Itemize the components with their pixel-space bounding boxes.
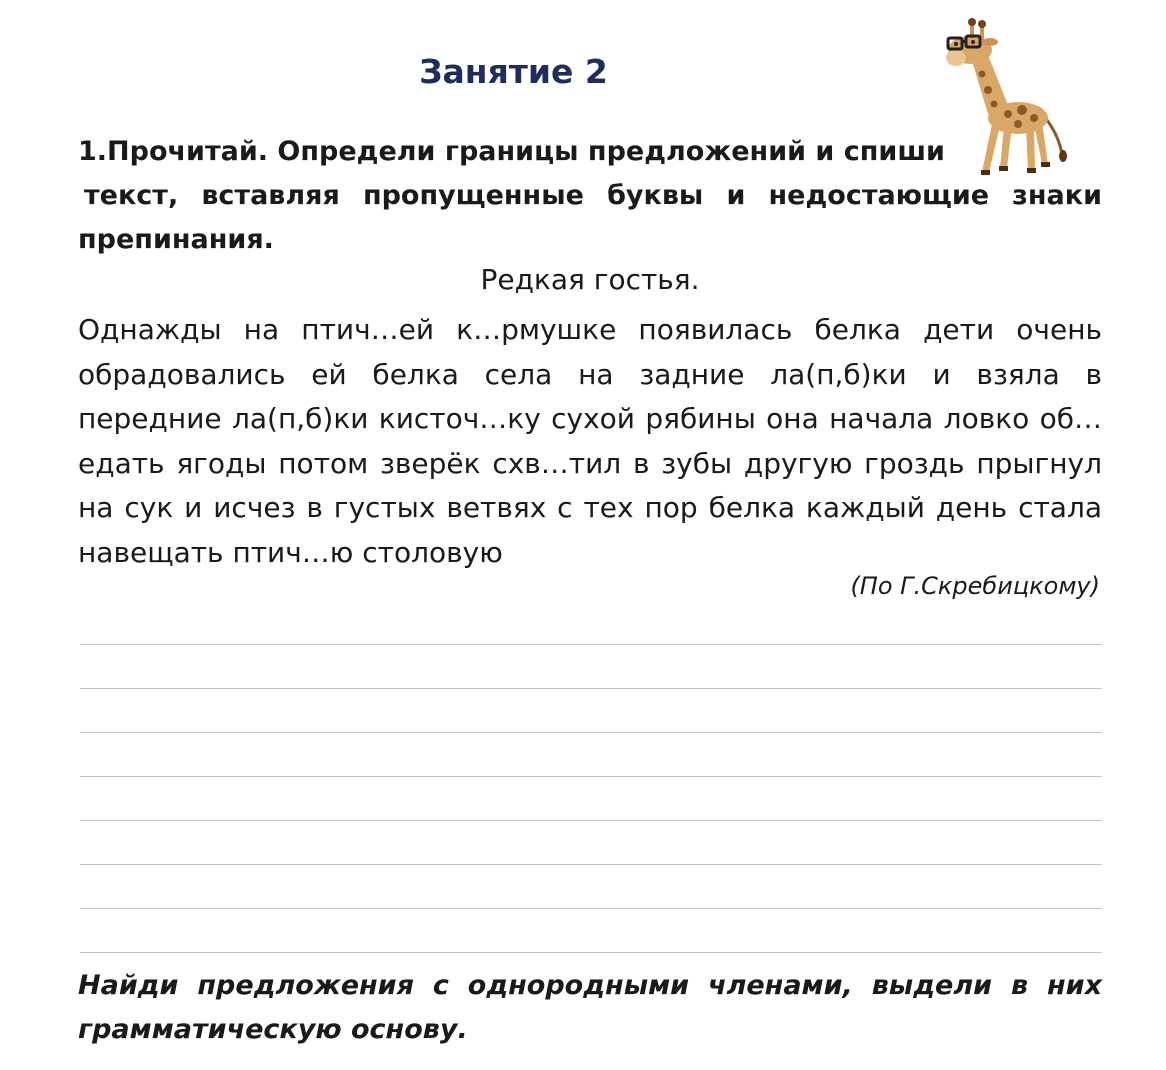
- writing-line[interactable]: [80, 908, 1102, 909]
- writing-line[interactable]: [80, 644, 1102, 645]
- task-instruction-line1: 1.Прочитай. Определи границы предложений и спиши: [78, 136, 945, 167]
- writing-line[interactable]: [80, 732, 1102, 733]
- grammar-task: Найди предложения с однородными членами, выдели в них грамматическую основу.: [78, 970, 1102, 1045]
- task-instruction-rest: текст, вставляя пропущенные буквы и недостающие знаки препинания.: [78, 180, 1102, 255]
- task-instruction: [78, 130, 1102, 262]
- writing-line[interactable]: [80, 864, 1102, 865]
- story-source: (По Г.Скребицкому): [850, 572, 1100, 600]
- writing-line[interactable]: [80, 688, 1102, 689]
- writing-line[interactable]: [80, 776, 1102, 777]
- writing-line[interactable]: [80, 952, 1102, 953]
- story-title: Редкая гостья.: [480, 263, 700, 296]
- story-text: Однажды на птич…ей к…рмушке появилась белка дети очень обрадовались ей белка села на задние ла(п,б)ки и взяла в передние ла(п,б)ки кисточ…ку сухой рябины она начала ловко об…едать ягоды потом зверёк схв…тил в зубы другую гроздь прыгнул на сук и исчез в густых ветвях с тех пор белка каждый день стала навещать птич…ю столовую: [78, 313, 1102, 569]
- page-title: Занятие 2: [419, 52, 608, 91]
- writing-line[interactable]: [80, 820, 1102, 821]
